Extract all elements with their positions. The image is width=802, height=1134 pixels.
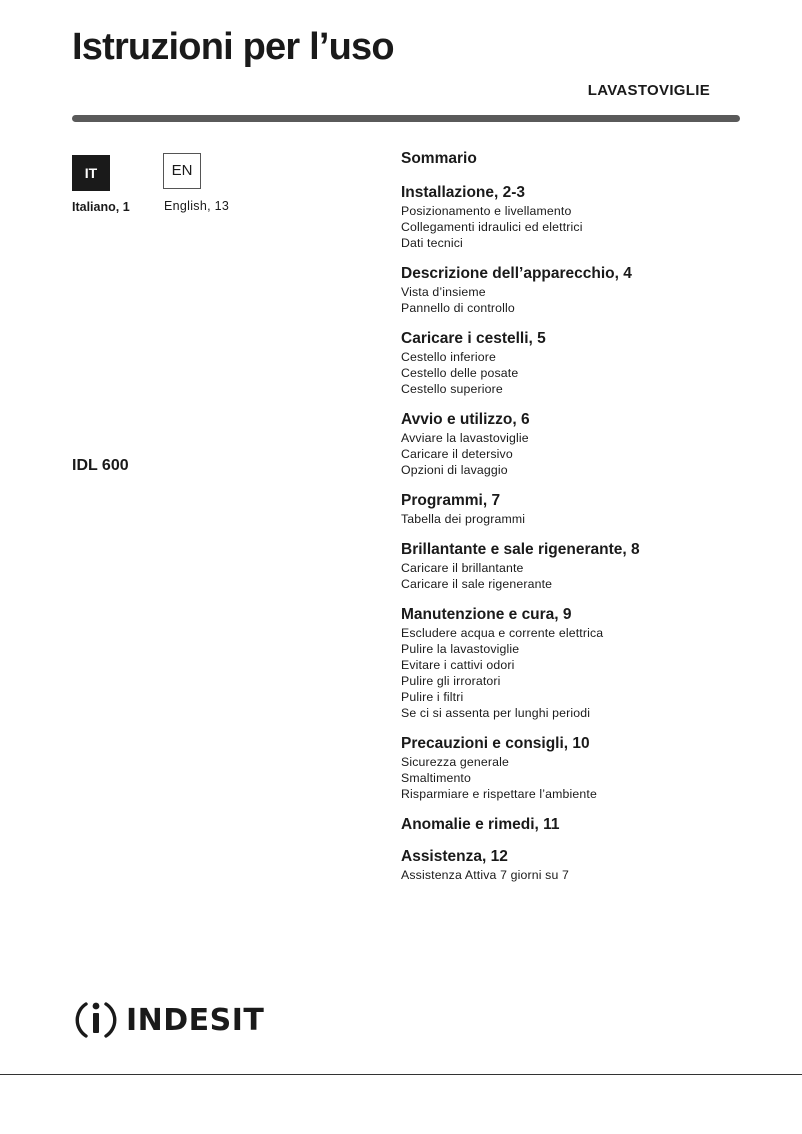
brand-wordmark: INDESIT — [126, 1002, 265, 1038]
toc-section-title[interactable]: Installazione, 2-3 — [401, 184, 526, 201]
language-tab-it[interactable]: IT — [72, 155, 110, 191]
toc-subitem[interactable]: Avviare la lavastoviglie — [401, 431, 529, 445]
toc-section — [401, 330, 761, 397]
toc-heading: Sommario — [401, 150, 477, 167]
toc-subitem[interactable]: Posizionamento e livellamento — [401, 204, 572, 218]
toc-subitem[interactable]: Smaltimento — [401, 771, 471, 785]
toc-section — [401, 606, 761, 721]
toc-subitem[interactable]: Cestello superiore — [401, 382, 503, 396]
toc-subitem[interactable]: Cestello inferiore — [401, 350, 496, 364]
toc-subitem[interactable]: Cestello delle posate — [401, 366, 519, 380]
toc-subitem[interactable]: Se ci si assenta per lunghi periodi — [401, 706, 591, 720]
toc-subitem[interactable]: Caricare il sale rigenerante — [401, 577, 553, 591]
toc-subitem[interactable]: Evitare i cattivi odori — [401, 658, 515, 672]
toc-subitem[interactable]: Escludere acqua e corrente elettrica — [401, 626, 604, 640]
toc-section — [401, 184, 761, 251]
footer-divider — [0, 1074, 802, 1075]
language-label-en: English, 13 — [164, 199, 230, 213]
toc-subitem[interactable]: Collegamenti idraulici ed elettrici — [401, 220, 583, 234]
toc-section-title[interactable]: Assistenza, 12 — [401, 848, 508, 865]
language-tab-en[interactable]: EN — [163, 153, 201, 189]
toc-subitem[interactable]: Caricare il brillantante — [401, 561, 524, 575]
product-category: LAVASTOVIGLIE — [587, 82, 710, 99]
toc-section — [401, 492, 761, 527]
toc-subitem[interactable]: Pannello di controllo — [401, 301, 515, 315]
toc-sections — [401, 184, 761, 883]
toc-subitem[interactable]: Tabella dei programmi — [401, 512, 526, 526]
header-divider — [72, 115, 740, 122]
toc-section — [401, 848, 761, 883]
toc-subitem[interactable]: Assistenza Attiva 7 giorni su 7 — [401, 868, 570, 882]
brand-logo — [72, 996, 264, 1044]
toc-section-title[interactable]: Anomalie e rimedi, 11 — [401, 816, 560, 833]
toc-subitem[interactable]: Vista d’insieme — [401, 285, 486, 299]
toc-subitem[interactable]: Pulire gli irroratori — [401, 674, 501, 688]
toc-section-title[interactable]: Descrizione dell’apparecchio, 4 — [401, 265, 632, 282]
toc-section — [401, 735, 761, 802]
toc-section — [401, 411, 761, 478]
table-of-contents — [401, 150, 761, 897]
page-title: Istruzioni per l’uso — [72, 26, 394, 68]
toc-section-title[interactable]: Avvio e utilizzo, 6 — [401, 411, 530, 428]
toc-subitem[interactable]: Sicurezza generale — [401, 755, 509, 769]
toc-subitem[interactable]: Pulire la lavastoviglie — [401, 642, 520, 656]
toc-section-title[interactable]: Caricare i cestelli, 5 — [401, 330, 546, 347]
toc-section — [401, 265, 761, 316]
toc-section-title[interactable]: Manutenzione e cura, 9 — [401, 606, 572, 623]
toc-section — [401, 541, 761, 592]
toc-section-title[interactable]: Precauzioni e consigli, 10 — [401, 735, 590, 752]
toc-section-title[interactable]: Brillantante e sale rigenerante, 8 — [401, 541, 640, 558]
toc-subitem[interactable]: Caricare il detersivo — [401, 447, 513, 461]
toc-subitem[interactable]: Dati tecnici — [401, 236, 463, 250]
model-name: IDL 600 — [72, 457, 129, 474]
toc-subitem[interactable]: Risparmiare e rispettare l’ambiente — [401, 787, 597, 801]
toc-section-title[interactable]: Programmi, 7 — [401, 492, 501, 509]
toc-subitem[interactable]: Pulire i filtri — [401, 690, 464, 704]
indesit-i-logo-icon — [72, 996, 120, 1044]
toc-subitem[interactable]: Opzioni di lavaggio — [401, 463, 508, 477]
toc-section — [401, 816, 761, 834]
language-label-it: Italiano, 1 — [72, 200, 130, 214]
